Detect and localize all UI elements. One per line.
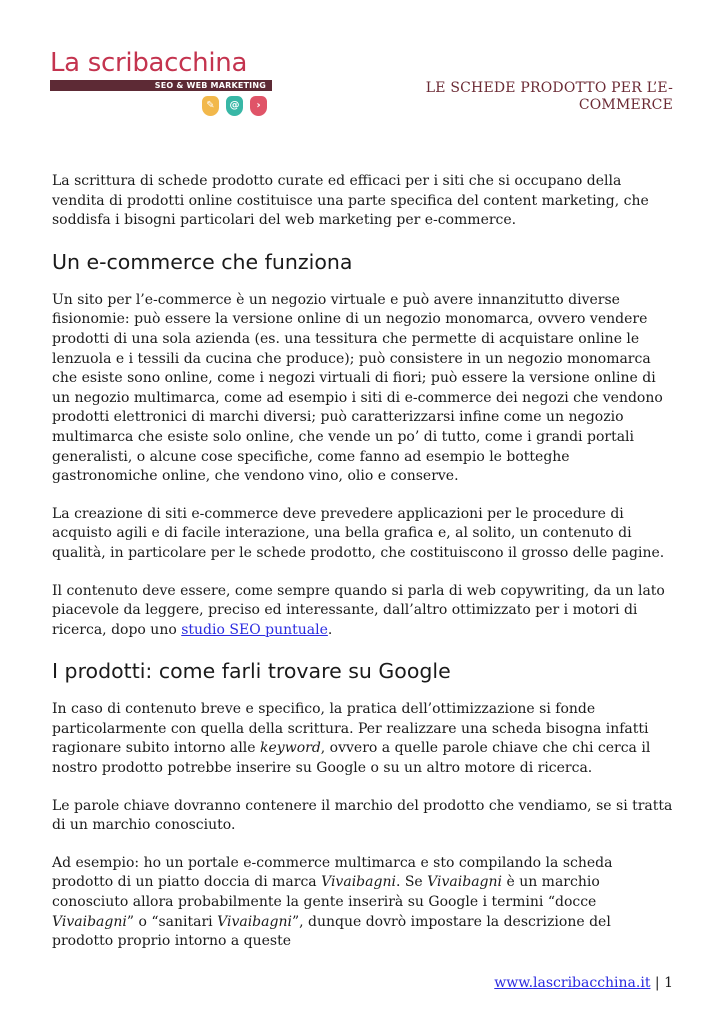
logo-icons (202, 96, 270, 120)
emphasis: Vivaibagni (52, 913, 127, 930)
logo-subtitle: SEO & WEB MARKETING (154, 81, 266, 90)
article-body (52, 172, 675, 970)
text-span: è un marchio conosciuto allora probabilmente la gente inserirà su Google i termini “docce (52, 874, 600, 911)
emphasis: Vivaibagni (427, 874, 503, 891)
paragraph: Le parole chiave dovranno contenere il marchio del prodotto che vendiamo, se si tratta di un marchio conosciuto. (52, 797, 673, 834)
text-span: . (327, 621, 333, 638)
paragraph: La creazione di siti e-commerce deve prevedere applicazioni per le procedure di acquisto agili e di facile interazione, una bella grafica e, al solito, un contenuto di qualità, in particolare per le schede prodotto, che costituiscono il grosso delle pagine. (52, 505, 665, 561)
text-span: ” o “sanitari (126, 913, 218, 930)
text-span: , ovvero a quelle parole chiave che chi cerca il nostro prodotto potrebbe inserire su Google o su un altro motore di ricerca. (52, 740, 651, 777)
paragraph (52, 854, 675, 952)
paragraph (52, 700, 675, 778)
text-span: Il contenuto deve essere, come sempre quando si parla di web copywriting, da un lato piacevole da leggere, preciso ed interessante, dall’altro ottimizzato per i motori di ricerca, dopo uno (52, 582, 665, 638)
logo[interactable] (50, 48, 272, 111)
text-span: In caso di contenuto breve e specifico, la pratica dell’ottimizzazione si fonde particolarmente con quella della scrittura. Per realizzare una scheda bisogna infatti ragionare subito intorno alle (52, 701, 649, 757)
emphasis: keyword (260, 740, 321, 757)
emphasis: Vivaibagni (321, 874, 396, 891)
section-heading: Un e-commerce che funziona (52, 249, 353, 274)
page-header (0, 0, 725, 140)
footer-website-link[interactable]: www.lascribacchina.it (494, 975, 651, 991)
at-icon: @ (226, 96, 243, 116)
paragraph (52, 582, 675, 641)
page-footer (494, 974, 673, 992)
paragraph: Un sito per l’e-commerce è un negozio virtuale e può avere innanzitutto diverse fisionomie: può essere la versione online di un negozio monomarca, ovvero vendere prodotti di una sola azienda (es. una tessitura che permette di acquistare online le lenzuola e i tessili da cucina che produce); può consistere in un negozio monomarca che esiste sono online, come i negozi virtuali di fiori; può essere la versione online di un negozio multimarca, come ad esempio i siti di e-commerce dei negozi che vendono prodotti elettronici di marchi diversi; può caratterizzarsi infine come un negozio multimarca che esiste solo online, che vende un po’ di tutto, come i grandi portali generalisti, o alcune cose specifiche, come fanno ad esempio le botteghe gastronomiche online, che vendono vino, olio e conserve. (52, 291, 663, 485)
pencil-icon: ✎ (202, 96, 219, 116)
page-number: 1 (664, 975, 673, 991)
seo-study-link[interactable]: studio SEO puntuale (181, 621, 328, 638)
text-span: . Se (395, 874, 428, 891)
logo-title: La scribacchina (50, 48, 248, 78)
play-icon: › (250, 96, 267, 116)
logo-subtitle-bar (50, 80, 272, 91)
section-heading: I prodotti: come farli trovare su Google (52, 659, 451, 684)
intro-paragraph: La scrittura di schede prodotto curate ed efficaci per i siti che si occupano della vendita di prodotti online costituisce una parte specifica del content marketing, che soddisfa i bisogni particolari del web marketing per e-commerce. (52, 173, 649, 229)
document-header-title: LE SCHEDE PRODOTTO PER L’E-COMMERCE (425, 80, 673, 113)
emphasis: Vivaibagni (217, 913, 292, 930)
text-span: Ad esempio: ho un portale e-commerce multimarca e sto compilando la scheda prodotto di un piatto doccia di marca (52, 854, 613, 891)
text-span: ”, dunque dovrò impostare la descrizione del prodotto proprio intorno a queste (52, 913, 611, 950)
footer-separator: | (650, 975, 665, 991)
